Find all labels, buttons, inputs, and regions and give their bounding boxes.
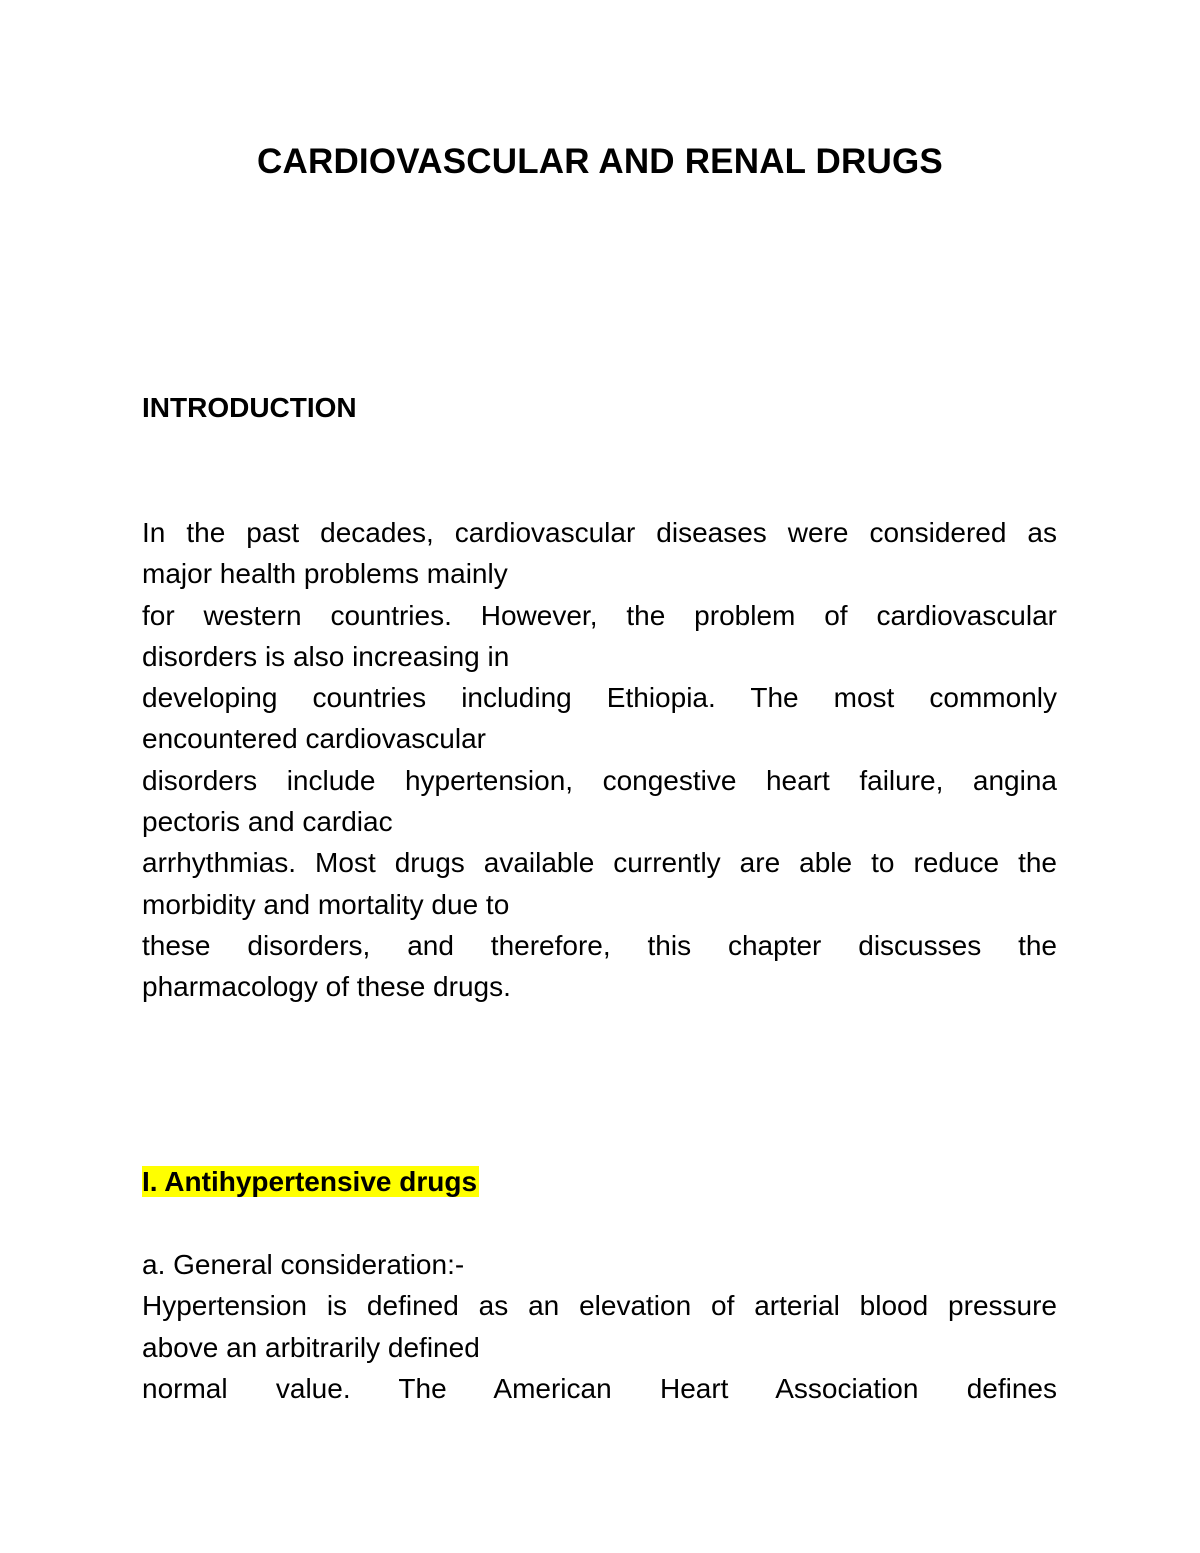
introduction-heading: INTRODUCTION bbox=[142, 392, 357, 423]
paragraph-line: normal value. The American Heart Association defines bbox=[142, 1372, 1057, 1404]
paragraph-line: developing countries including Ethiopia. The most commonly bbox=[142, 682, 1057, 714]
paragraph-line: these disorders, and therefore, this chapter discusses the bbox=[142, 929, 1057, 961]
paragraph-line: pharmacology of these drugs. bbox=[142, 971, 511, 1003]
paragraph-line: disorders is also increasing in bbox=[142, 640, 510, 672]
paragraph-line: above an arbitrarily defined bbox=[142, 1331, 480, 1363]
paragraph-line: In the past decades, cardiovascular diseases were considered as bbox=[142, 517, 1057, 548]
paragraph-line: arrhythmias. Most drugs available currently are able to reduce the bbox=[142, 847, 1057, 879]
paragraph-line: disorders include hypertension, congestive heart failure, angina bbox=[142, 764, 1057, 796]
document-title: CARDIOVASCULAR AND RENAL DRUGS bbox=[257, 142, 943, 181]
section-heading-antihypertensive bbox=[142, 1161, 479, 1202]
definition-paragraph bbox=[142, 1244, 1057, 1409]
paragraph-line: major health problems mainly bbox=[142, 558, 508, 590]
paragraph-line: morbidity and mortality due to bbox=[142, 888, 510, 920]
introduction-paragraph bbox=[142, 512, 1057, 1008]
paragraph-line: pectoris and cardiac bbox=[142, 806, 393, 838]
subsection-heading: a. General consideration:- bbox=[142, 1249, 465, 1280]
paragraph-line: for western countries. However, the problem of cardiovascular bbox=[142, 599, 1057, 631]
highlighted-heading-text: I. Antihypertensive drugs bbox=[142, 1166, 478, 1197]
paragraph-line: Hypertension is defined as an elevation of arterial blood pressure bbox=[142, 1290, 1057, 1322]
paragraph-line: encountered cardiovascular bbox=[142, 723, 486, 755]
